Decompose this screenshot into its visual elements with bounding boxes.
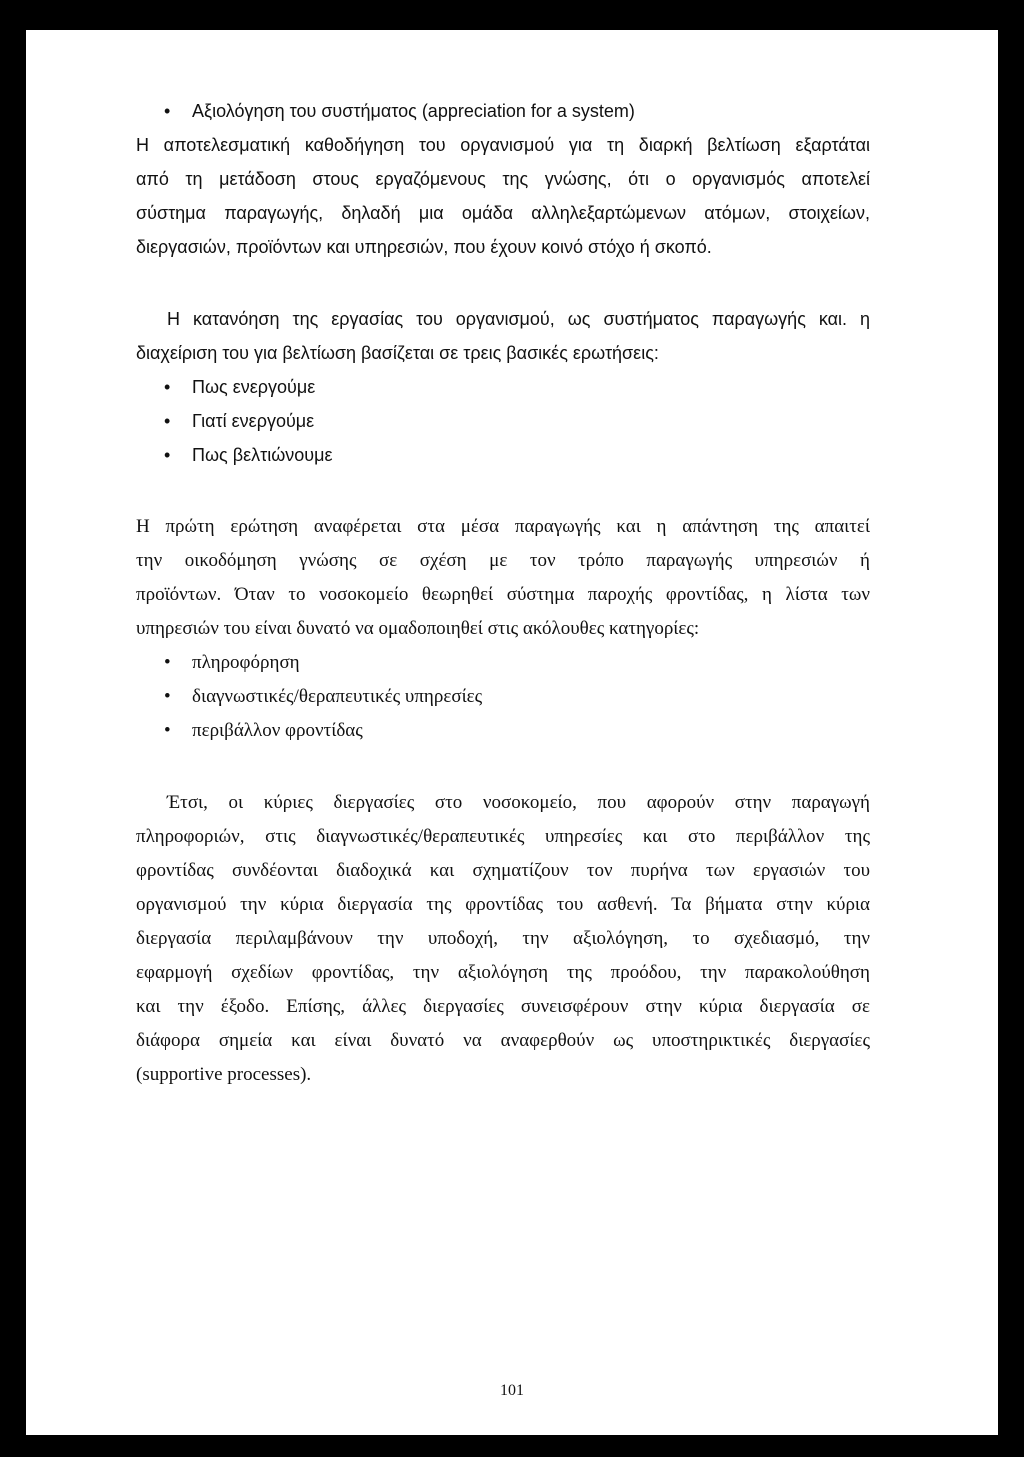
bullet-icon: • [164, 686, 171, 707]
list-item [136, 370, 870, 404]
bullet-icon: • [164, 720, 171, 741]
paragraph-line: διεργασιών, προϊόντων και υπηρεσιών, που έχουν κοινό στόχο ή σκοπό. [136, 237, 712, 257]
bullet-icon: • [164, 377, 171, 397]
paragraph-line: (supportive processes). [136, 1064, 312, 1085]
page-number: 101 [500, 1382, 524, 1399]
list-item-text: Πως ενεργούμε [192, 377, 316, 397]
list-item [136, 714, 870, 748]
paragraph-line: φροντίδας συνδέονται διαδοχικά και σχηματίζουν τον πυρήνα των εργασιών του [136, 860, 870, 881]
list-item-text: Πως βελτιώνουμε [192, 445, 333, 465]
list-item [136, 438, 870, 472]
paragraph-line: διάφορα σημεία και είναι δυνατό να αναφερθούν ως υποστηρικτικές διεργασίες [136, 1030, 870, 1051]
list-item-text: πληροφόρηση [192, 652, 300, 673]
paragraph-line: πληροφοριών, στις διαγνωστικές/θεραπευτικές υπηρεσίες και στο περιβάλλον της [136, 826, 870, 847]
paragraph-line: Η αποτελεσματική καθοδήγηση του οργανισμού για τη διαρκή βελτίωση εξαρτάται [136, 135, 870, 155]
list-item-text: διαγνωστικές/θεραπευτικές υπηρεσίες [192, 686, 483, 707]
list-item [136, 404, 870, 438]
bullet-icon: • [164, 411, 171, 431]
document-page [26, 30, 998, 1435]
section-heading: Αξιολόγηση του συστήματος (appreciation for a system) [192, 101, 635, 121]
list-item [136, 680, 870, 714]
list-item [136, 646, 870, 680]
paragraph-line: υπηρεσιών του είναι δυνατό να ομαδοποιηθεί στις ακόλουθες κατηγορίες: [136, 618, 700, 639]
paragraph-line: εφαρμογή σχεδίων φροντίδας, την αξιολόγηση της προόδου, την παρακολούθηση [136, 962, 870, 983]
paragraph-line: Η κατανόηση της εργασίας του οργανισμού, ως συστήματος παραγωγής και. η [167, 309, 870, 329]
list-item-text: Γιατί ενεργούμε [192, 411, 315, 431]
paragraph-line: διεργασία περιλαμβάνουν την υποδοχή, την αξιολόγηση, το σχεδιασμό, την [136, 928, 870, 949]
page-content [136, 94, 870, 1092]
bullet-icon: • [164, 652, 171, 673]
paragraph-line: Η πρώτη ερώτηση αναφέρεται στα μέσα παραγωγής και η απάντηση της απαιτεί [136, 516, 870, 537]
list-item-text: περιβάλλον φροντίδας [192, 720, 363, 741]
bullet-icon: • [164, 445, 171, 465]
paragraph-line: οργανισμού την κύρια διεργασία της φροντίδας του ασθενή. Τα βήματα στην κύρια [136, 894, 870, 915]
paragraph-line: προϊόντων. Όταν το νοσοκομείο θεωρηθεί σύστημα παροχής φροντίδας, η λίστα των [136, 584, 870, 605]
bullet-icon: • [164, 101, 171, 121]
paragraph-line: από τη μετάδοση στους εργαζόμενους της γνώσης, ότι ο οργανισμός αποτελεί [136, 169, 870, 189]
paragraph-line: την οικοδόμηση γνώσης σε σχέση με τον τρόπο παραγωγής υπηρεσιών ή [136, 550, 870, 571]
paragraph-line: και την έξοδο. Επίσης, άλλες διεργασίες συνεισφέρουν στην κύρια διεργασία σε [136, 996, 870, 1017]
paragraph-line: σύστημα παραγωγής, δηλαδή μια ομάδα αλληλεξαρτώμενων ατόμων, στοιχείων, [136, 203, 870, 223]
paragraph-line: διαχείριση του για βελτίωση βασίζεται σε τρεις βασικές ερωτήσεις: [136, 343, 659, 363]
paragraph-line: Έτσι, οι κύριες διεργασίες στο νοσοκομείο, που αφορούν στην παραγωγή [167, 792, 870, 813]
section-heading-bullet [136, 94, 870, 128]
